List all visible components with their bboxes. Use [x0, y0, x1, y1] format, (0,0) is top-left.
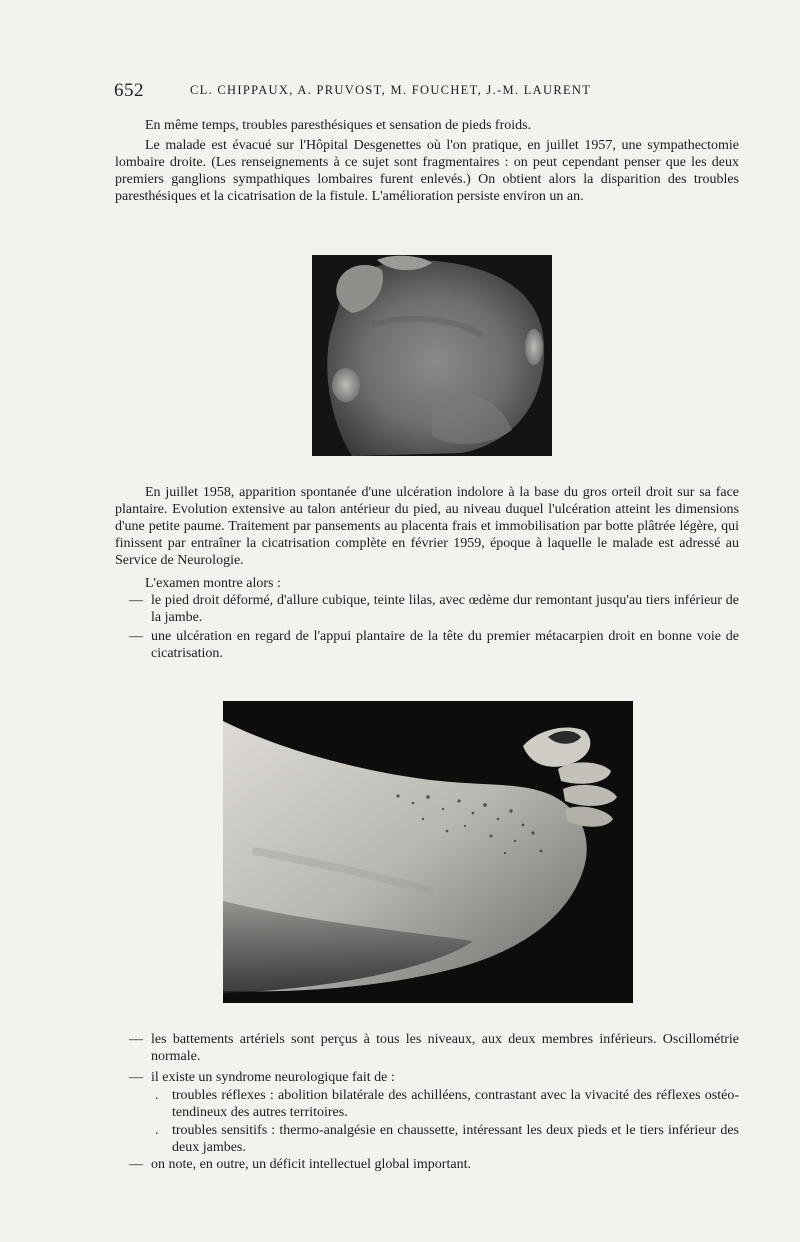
- dash-marker: —: [129, 629, 143, 644]
- sub-list-item-text: troubles sensitifs : thermo-analgésie en chaussette, intéressant les deux pieds et le tiers inférieur des deux jambes.: [172, 1123, 739, 1155]
- figure-foot-photo: [223, 701, 633, 1003]
- list-item: [115, 592, 739, 626]
- dot-marker: .: [155, 1088, 159, 1103]
- figure-plantar-photo: [312, 255, 552, 456]
- sub-list-item: [115, 1122, 739, 1156]
- paragraph: En même temps, troubles paresthésiques et sensation de pieds froids.: [145, 118, 532, 133]
- text-block-intro: [115, 117, 739, 205]
- running-head: CL. CHIPPAUX, A. PRUVOST, M. FOUCHET, J.-M. LAURENT: [190, 83, 592, 97]
- sub-list-item: [115, 1087, 739, 1121]
- list-item: [115, 1031, 739, 1065]
- text-block-findings: [115, 1031, 739, 1173]
- list-item: [115, 1069, 739, 1086]
- plantar-photo-image: [312, 255, 552, 456]
- list-item-text: une ulcération en regard de l'appui plantaire de la tête du premier métacarpien droit en bonne voie de cicatrisation.: [151, 629, 739, 661]
- list-item-text: le pied droit déformé, d'allure cubique, teinte lilas, avec œdème dur remontant jusqu'au tiers inférieur de la jambe.: [151, 593, 739, 625]
- list-item-text: les battements artériels sont perçus à tous les niveaux, aux deux membres inférieurs. Oscillométrie normale.: [151, 1032, 739, 1064]
- dash-marker: —: [129, 1157, 143, 1172]
- paragraph: Le malade est évacué sur l'Hôpital Desgenettes où l'on pratique, en juillet 1957, une sympathectomie lombaire droite. (Les renseignements à ce sujet sont fragmentaires : on peut cependant penser que les deux premiers ganglions sympathiques lombaires furent enlevés.) On obtient alors la disparition des troubles paresthésiques et la cicatrisation de la fistule. L'amélioration persiste environ un an.: [115, 138, 739, 204]
- text-block-history: [115, 484, 739, 662]
- dash-marker: —: [129, 1070, 143, 1085]
- paragraph: En juillet 1958, apparition spontanée d'une ulcération indolore à la base du gros orteil droit sur sa face plantaire. Evolution extensive au talon antérieur du pied, au niveau duquel l'ulcération atteint les dimensions d'une petite paume. Traitement par pansements au placenta frais et immobilisation par botte plâtrée légère, qui finissent par entraîner la cicatrisation complète en février 1959, époque à laquelle le malade est adressé au Service de Neurologie.: [115, 485, 739, 568]
- list-item-text: on note, en outre, un déficit intellectuel global important.: [151, 1157, 471, 1172]
- dot-marker: .: [155, 1123, 159, 1138]
- paragraph: L'examen montre alors :: [145, 576, 281, 591]
- dash-marker: —: [129, 593, 143, 608]
- list-item: [115, 1156, 739, 1173]
- list-item-text: il existe un syndrome neurologique fait de :: [151, 1070, 395, 1085]
- sub-list-item-text: troubles réflexes : abolition bilatérale des achilléens, contrastant avec la vivacité des réflexes ostéo-tendineux des autres territoires.: [172, 1088, 739, 1120]
- page-header: [114, 80, 666, 104]
- dash-marker: —: [129, 1032, 143, 1047]
- page-number: 652: [114, 80, 144, 101]
- list-item: [115, 628, 739, 662]
- foot-photo-image: [223, 701, 633, 1003]
